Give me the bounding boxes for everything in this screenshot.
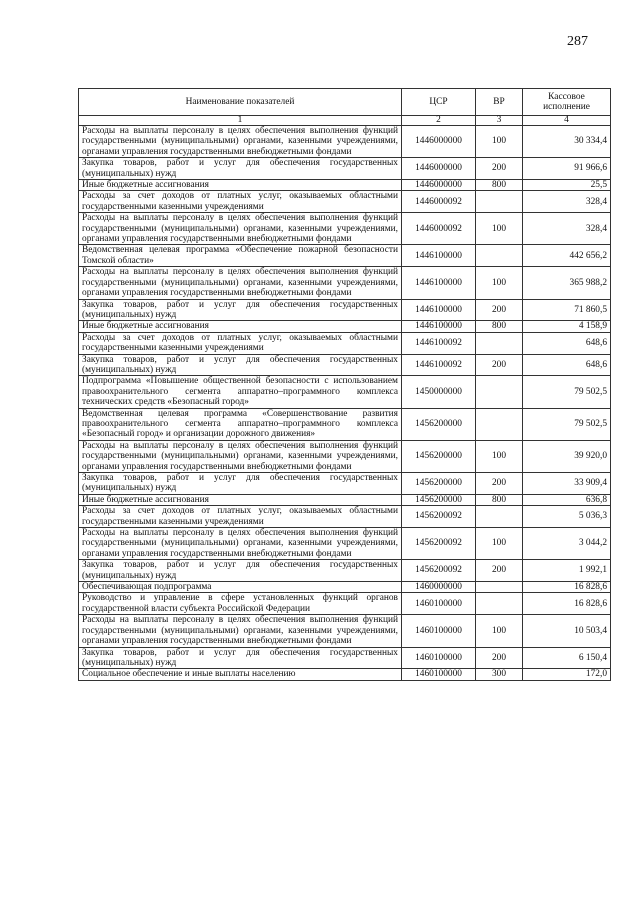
table-row <box>79 560 611 582</box>
row-code: 1460100000 <box>402 615 476 647</box>
table-row <box>79 582 611 593</box>
row-name: Расходы на выплаты персоналу в целях обеспечения выполнения функций государственными (муниципальными) органами, казенными учреждениями, органами управления государственными внебюджетными фондами <box>79 126 402 158</box>
row-name: Расходы на выплаты персоналу в целях обеспечения выполнения функций государственными (муниципальными) органами, казенными учреждениями, органами управления государственными внебюджетными фондами <box>79 267 402 299</box>
row-amount: 71 860,5 <box>523 299 611 321</box>
row-vr: 200 <box>476 560 523 582</box>
row-amount: 16 828,6 <box>523 582 611 593</box>
table-row <box>79 473 611 495</box>
row-vr: 800 <box>476 180 523 191</box>
table-row <box>79 321 611 332</box>
row-amount: 648,6 <box>523 332 611 354</box>
table-row <box>79 332 611 354</box>
row-amount: 25,5 <box>523 180 611 191</box>
table-row <box>79 440 611 472</box>
table-row <box>79 376 611 408</box>
row-amount: 5 036,3 <box>523 506 611 528</box>
row-code: 1460100000 <box>402 647 476 669</box>
row-vr: 200 <box>476 473 523 495</box>
table-row <box>79 213 611 245</box>
row-amount: 39 920,0 <box>523 440 611 472</box>
row-code: 1450000000 <box>402 376 476 408</box>
table-row <box>79 647 611 669</box>
row-vr: 800 <box>476 321 523 332</box>
row-name: Закупка товаров, работ и услуг для обеспечения государственных (муниципальных) нужд <box>79 473 402 495</box>
row-name: Расходы на выплаты персоналу в целях обеспечения выполнения функций государственными (муниципальными) органами, казенными учреждениями, органами управления государственными внебюджетными фондами <box>79 615 402 647</box>
column-number: 4 <box>523 116 611 126</box>
row-vr <box>476 582 523 593</box>
row-code: 1456200000 <box>402 494 476 505</box>
row-amount: 16 828,6 <box>523 593 611 615</box>
row-name: Иные бюджетные ассигнования <box>79 321 402 332</box>
row-name: Ведомственная целевая программа «Совершенствование развития правоохранительного сегмента аппаратно–программного комплекса «Безопасный город» и организации дорожного движения» <box>79 408 402 440</box>
row-code: 1446000000 <box>402 126 476 158</box>
row-amount: 33 909,4 <box>523 473 611 495</box>
row-amount: 365 988,2 <box>523 267 611 299</box>
row-name: Иные бюджетные ассигнования <box>79 180 402 191</box>
row-vr: 100 <box>476 267 523 299</box>
row-code: 1460100000 <box>402 669 476 680</box>
row-vr: 100 <box>476 213 523 245</box>
row-vr: 300 <box>476 669 523 680</box>
row-code: 1446100000 <box>402 245 476 267</box>
row-amount: 648,6 <box>523 354 611 376</box>
row-amount: 6 150,4 <box>523 647 611 669</box>
row-amount: 172,0 <box>523 669 611 680</box>
row-vr <box>476 376 523 408</box>
table-row <box>79 528 611 560</box>
row-amount: 79 502,5 <box>523 408 611 440</box>
table-row <box>79 354 611 376</box>
row-name: Закупка товаров, работ и услуг для обеспечения государственных (муниципальных) нужд <box>79 647 402 669</box>
table-row <box>79 267 611 299</box>
row-code: 1456200000 <box>402 473 476 495</box>
row-code: 1446100000 <box>402 267 476 299</box>
row-name: Подпрограмма «Повышение общественной безопасности с использованием правоохранительного сегмента аппаратно–программного комплекса технических средств «Безопасный город» <box>79 376 402 408</box>
row-code: 1446000000 <box>402 158 476 180</box>
table-row <box>79 615 611 647</box>
row-amount: 636,8 <box>523 494 611 505</box>
table-row <box>79 299 611 321</box>
column-number-row <box>79 116 611 126</box>
row-code: 1446100092 <box>402 354 476 376</box>
row-code: 1446000000 <box>402 180 476 191</box>
row-amount: 91 966,6 <box>523 158 611 180</box>
row-name: Расходы на выплаты персоналу в целях обеспечения выполнения функций государственными (муниципальными) органами, казенными учреждениями, органами управления государственными внебюджетными фондами <box>79 528 402 560</box>
row-amount: 4 158,9 <box>523 321 611 332</box>
column-number: 3 <box>476 116 523 126</box>
row-name: Ведомственная целевая программа «Обеспечение пожарной безопасности Томской области» <box>79 245 402 267</box>
row-code: 1456200000 <box>402 440 476 472</box>
table-body <box>79 126 611 681</box>
row-code: 1446100000 <box>402 321 476 332</box>
row-name: Обеспечивающая подпрограмма <box>79 582 402 593</box>
row-name: Расходы на выплаты персоналу в целях обеспечения выполнения функций государственными (муниципальными) органами, казенными учреждениями, органами управления государственными внебюджетными фондами <box>79 440 402 472</box>
header-name: Наименование показателей <box>79 89 402 116</box>
table-row <box>79 669 611 680</box>
row-vr: 200 <box>476 354 523 376</box>
row-vr: 100 <box>476 528 523 560</box>
row-vr <box>476 593 523 615</box>
row-code: 1446000092 <box>402 191 476 213</box>
row-amount: 328,4 <box>523 191 611 213</box>
column-number: 1 <box>79 116 402 126</box>
row-vr: 200 <box>476 158 523 180</box>
row-amount: 328,4 <box>523 213 611 245</box>
row-code: 1460100000 <box>402 593 476 615</box>
table-row <box>79 180 611 191</box>
table-row <box>79 126 611 158</box>
row-amount: 1 992,1 <box>523 560 611 582</box>
row-name: Иные бюджетные ассигнования <box>79 494 402 505</box>
row-amount: 30 334,4 <box>523 126 611 158</box>
header-vr: ВР <box>476 89 523 116</box>
row-vr <box>476 245 523 267</box>
row-code: 1446100092 <box>402 332 476 354</box>
row-name: Закупка товаров, работ и услуг для обеспечения государственных (муниципальных) нужд <box>79 299 402 321</box>
row-code: 1446000092 <box>402 213 476 245</box>
table-row <box>79 506 611 528</box>
row-name: Социальное обеспечение и иные выплаты населению <box>79 669 402 680</box>
row-amount: 10 503,4 <box>523 615 611 647</box>
row-code: 1456200092 <box>402 528 476 560</box>
row-vr <box>476 408 523 440</box>
table-row <box>79 158 611 180</box>
row-vr: 100 <box>476 615 523 647</box>
row-amount: 442 656,2 <box>523 245 611 267</box>
row-name: Расходы за счет доходов от платных услуг, оказываемых областными государственными казенными учреждениями <box>79 332 402 354</box>
table-row <box>79 245 611 267</box>
row-vr: 200 <box>476 299 523 321</box>
table-row <box>79 408 611 440</box>
row-vr: 200 <box>476 647 523 669</box>
row-code: 1456200092 <box>402 506 476 528</box>
row-vr: 100 <box>476 126 523 158</box>
budget-table <box>78 88 611 681</box>
row-code: 1460000000 <box>402 582 476 593</box>
header-row <box>79 89 611 116</box>
row-name: Закупка товаров, работ и услуг для обеспечения государственных (муниципальных) нужд <box>79 354 402 376</box>
row-name: Расходы за счет доходов от платных услуг, оказываемых областными государственными казенными учреждениями <box>79 191 402 213</box>
header-code: ЦСР <box>402 89 476 116</box>
row-vr: 100 <box>476 440 523 472</box>
row-name: Расходы за счет доходов от платных услуг, оказываемых областными государственными казенными учреждениями <box>79 506 402 528</box>
table-row <box>79 191 611 213</box>
row-name: Закупка товаров, работ и услуг для обеспечения государственных (муниципальных) нужд <box>79 158 402 180</box>
row-name: Руководство и управление в сфере установленных функций органов государственной власти субъекта Российской Федерации <box>79 593 402 615</box>
row-code: 1456200092 <box>402 560 476 582</box>
row-vr: 800 <box>476 494 523 505</box>
row-amount: 79 502,5 <box>523 376 611 408</box>
row-vr <box>476 332 523 354</box>
row-name: Закупка товаров, работ и услуг для обеспечения государственных (муниципальных) нужд <box>79 560 402 582</box>
column-number: 2 <box>402 116 476 126</box>
row-name: Расходы на выплаты персоналу в целях обеспечения выполнения функций государственными (муниципальными) органами, казенными учреждениями, органами управления государственными внебюджетными фондами <box>79 213 402 245</box>
page-number: 287 <box>567 34 588 49</box>
row-amount: 3 044,2 <box>523 528 611 560</box>
header-amount: Кассовое исполнение <box>523 89 611 116</box>
row-vr <box>476 506 523 528</box>
row-vr <box>476 191 523 213</box>
row-code: 1456200000 <box>402 408 476 440</box>
row-code: 1446100000 <box>402 299 476 321</box>
table-row <box>79 494 611 505</box>
table-row <box>79 593 611 615</box>
